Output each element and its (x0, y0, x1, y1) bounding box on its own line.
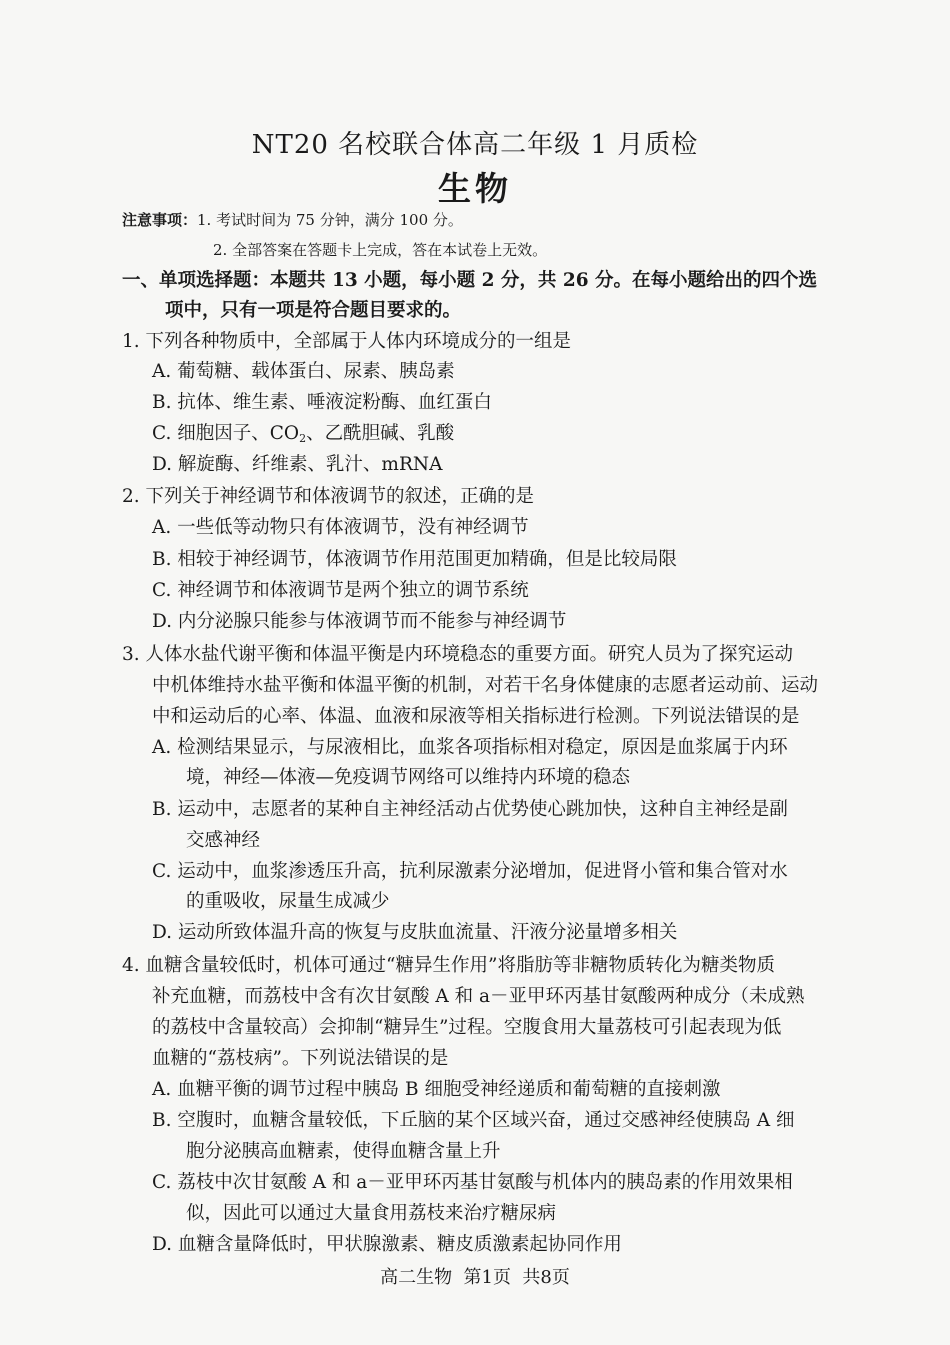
q1-option-d: D. 解旋酶、纤维素、乳汁、mRNA (152, 454, 443, 475)
q4-option-d: D. 血糖含量降低时，甲状腺激素、糖皮质激素起协同作用 (152, 1234, 622, 1255)
notice-item-1: 1. 考试时间为 75 分钟，满分 100 分。 (197, 211, 463, 229)
q4-stem-line-4: 血糖的“荔枝病”。下列说法错误的是 (152, 1048, 449, 1069)
section-heading-line-1: 一、单项选择题：本题共 13 小题，每小题 2 分，共 26 分。在每小题给出的四个选 (122, 270, 818, 291)
q3-stem-line-1: 3. 人体水盐代谢平衡和体温平衡是内环境稳态的重要方面。研究人员为了探究运动 (122, 644, 794, 665)
q3-option-b-line-1: B. 运动中，志愿者的某种自主神经活动占优势使心跳加快，这种自主神经是副 (152, 799, 788, 820)
subject-title: 生物 (438, 169, 512, 208)
q3-option-a-line-1: A. 检测结果显示，与尿液相比，血浆各项指标相对稳定，原因是血浆属于内环 (152, 737, 788, 758)
q3-option-d: D. 运动所致体温升高的恢复与皮肤血流量、汗液分泌量增多相关 (152, 922, 678, 943)
q4-stem-line-2: 补充血糖，而荔枝中含有次甘氨酸 A 和 a－亚甲环丙基甘氨酸两种成分（未成熟 (152, 986, 805, 1007)
q3-option-c-line-1: C. 运动中，血浆渗透压升高，抗利尿激素分泌增加，促进肾小管和集合管对水 (152, 861, 788, 882)
q3-option-a-line-2: 境，神经—体液—免疫调节网络可以维持内环境的稳态 (186, 767, 631, 788)
q2-option-c: C. 神经调节和体液调节是两个独立的调节系统 (152, 580, 529, 601)
q3-stem-line-3: 中和运动后的心率、体温、血液和尿液等相关指标进行检测。下列说法错误的是 (152, 706, 800, 727)
exam-title: NT20 名校联合体高二年级 1 月质检 (251, 130, 699, 160)
notice-label: 注意事项： (122, 211, 198, 229)
q1-option-b: B. 抗体、维生素、唾液淀粉酶、血红蛋白 (152, 392, 492, 413)
q4-option-a: A. 血糖平衡的调节过程中胰岛 B 细胞受神经递质和葡萄糖的直接刺激 (152, 1079, 721, 1100)
q1-option-c-rest: 、乙酰胆碱、乳酸 (306, 423, 455, 444)
q2-stem: 2. 下列关于神经调节和体液调节的叙述，正确的是 (122, 486, 535, 507)
section-heading-line-2: 项中，只有一项是符合题目要求的。 (165, 300, 462, 321)
q3-option-c-line-2: 的重吸收，尿量生成减少 (186, 891, 390, 912)
q2-option-d: D. 内分泌腺只能参与体液调节而不能参与神经调节 (152, 611, 567, 632)
q1-option-c (152, 419, 454, 454)
q3-option-b-line-2: 交感神经 (186, 830, 261, 851)
q1-stem: 1. 下列各种物质中，全部属于人体内环境成分的一组是 (122, 331, 572, 352)
q2-option-b: B. 相较于神经调节，体液调节作用范围更加精确，但是比较局限 (152, 549, 677, 570)
q1-option-c-text: C. 细胞因子、CO (152, 423, 300, 444)
q4-stem-line-3: 的荔枝中含量较高）会抑制“糖异生”过程。空腹食用大量荔枝可引起表现为低 (152, 1017, 782, 1038)
q4-option-b-line-2: 胞分泌胰高血糖素，使得血糖含量上升 (186, 1141, 501, 1162)
page-footer: 高二生物 第1页 共8页 (380, 1267, 570, 1288)
q2-option-a: A. 一些低等动物只有体液调节，没有神经调节 (152, 517, 529, 538)
co2-subscript: 2 (299, 432, 307, 445)
q1-option-a: A. 葡萄糖、载体蛋白、尿素、胰岛素 (152, 361, 455, 382)
q4-option-c-line-1: C. 荔枝中次甘氨酸 A 和 a－亚甲环丙基甘氨酸与机体内的胰岛素的作用效果相 (152, 1172, 793, 1193)
notice-line-1 (122, 205, 463, 235)
q4-option-b-line-1: B. 空腹时，血糖含量较低，下丘脑的某个区域兴奋，通过交感神经使胰岛 A 细 (152, 1110, 795, 1131)
q4-stem-line-1: 4. 血糖含量较低时，机体可通过“糖异生作用”将脂肪等非糖物质转化为糖类物质 (122, 955, 775, 976)
q3-stem-line-2: 中机体维持水盐平衡和体温平衡的机制，对若干名身体健康的志愿者运动前、运动 (152, 675, 819, 696)
notice-item-2: 2. 全部答案在答题卡上完成，答在本试卷上无效。 (213, 241, 548, 259)
q4-option-c-line-2: 似，因此可以通过大量食用荔枝来治疗糖尿病 (186, 1203, 557, 1224)
